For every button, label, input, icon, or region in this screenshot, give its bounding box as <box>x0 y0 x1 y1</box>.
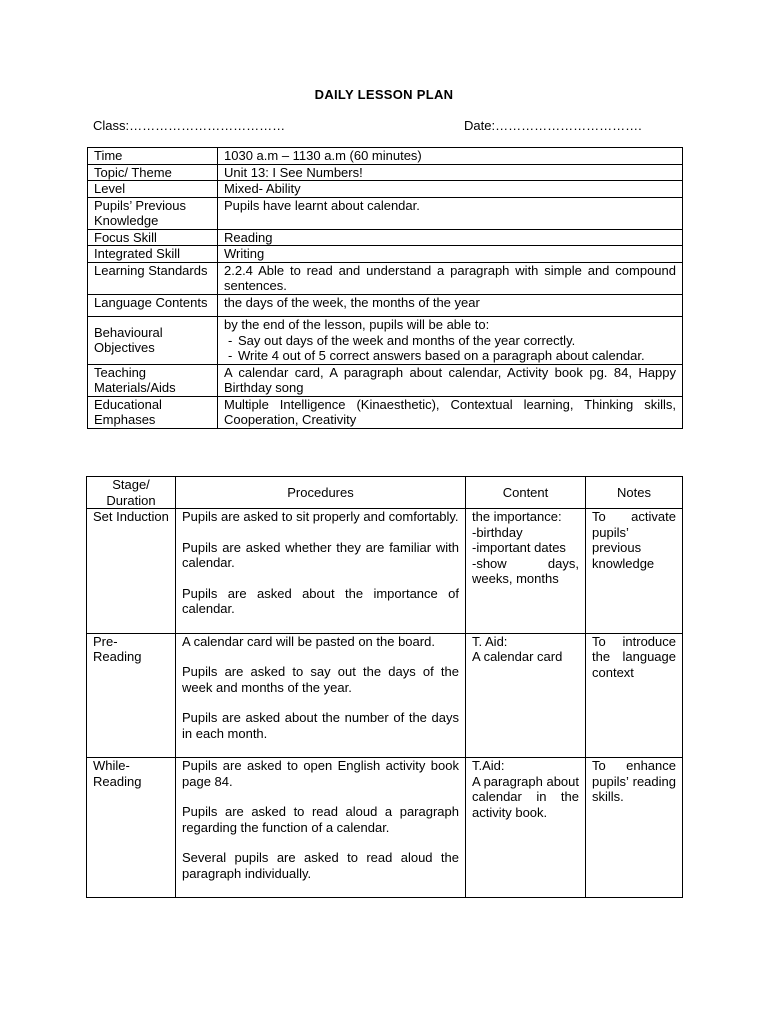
procedure-step: Pupils are asked whether they are familiar with calendar. <box>182 539 459 570</box>
procedure-step: Several pupils are asked to read aloud the paragraph individually. <box>182 850 459 881</box>
info-label: Integrated Skill <box>88 246 218 263</box>
procedure-header-row <box>87 477 683 509</box>
objective-item: - Say out days of the week and months of the year correctly. <box>224 333 676 349</box>
content-line: A calendar card <box>472 649 563 664</box>
procedures-cell <box>176 758 466 898</box>
content-line: A paragraph about calendar in the activity book. <box>472 773 579 820</box>
info-row-educational-emphases <box>88 396 683 428</box>
info-label: Teaching Materials/Aids <box>88 364 218 396</box>
objective-item: - Write 4 out of 5 correct answers based on a paragraph about calendar. <box>224 348 676 364</box>
content-line: the importance: <box>472 509 562 524</box>
info-label: Learning Standards <box>88 262 218 294</box>
header-content: Content <box>466 477 586 509</box>
stage-cell: Pre- Reading <box>87 633 176 758</box>
info-row-teaching-materials <box>88 364 683 396</box>
procedure-row-pre-reading <box>87 633 683 758</box>
procedure-step: Pupils are asked to sit properly and comfortably. <box>182 509 459 524</box>
procedure-table <box>86 476 683 898</box>
info-label: Behavioural Objectives <box>88 317 218 365</box>
content-cell <box>466 633 586 758</box>
procedure-step: A calendar card will be pasted on the board. <box>182 633 435 649</box>
info-row-time <box>88 148 683 165</box>
procedure-step: Pupils are asked about the number of the days in each month. <box>182 710 459 741</box>
info-value: Multiple Intelligence (Kinaesthetic), Contextual learning, Thinking skills, Cooperation, Creativity <box>218 396 683 428</box>
objectives-list <box>224 333 676 364</box>
info-label: Language Contents <box>88 294 218 317</box>
info-value: Reading <box>218 229 683 246</box>
procedure-row-while-reading <box>87 758 683 898</box>
content-line: -birthday <box>472 524 523 540</box>
lesson-info-table <box>87 147 683 429</box>
procedure-step: Pupils are asked about the importance of calendar. <box>182 585 459 616</box>
info-label: Time <box>88 148 218 165</box>
info-label: Level <box>88 181 218 198</box>
info-value: Writing <box>218 246 683 263</box>
content-line: -important dates <box>472 540 566 555</box>
procedure-step: Pupils are asked to read aloud a paragraph regarding the function of a calendar. <box>182 804 459 835</box>
info-row-focus-skill <box>88 229 683 246</box>
notes-cell: To enhance pupils’ reading skills. <box>586 758 683 898</box>
info-value: Mixed- Ability <box>218 181 683 198</box>
info-value: Unit 13: I See Numbers! <box>218 164 683 181</box>
info-value: 1030 a.m – 1130 a.m (60 minutes) <box>218 148 683 165</box>
info-label: Educational Emphases <box>88 396 218 428</box>
procedure-row-set-induction <box>87 509 683 634</box>
header-procedures: Procedures <box>176 477 466 509</box>
content-line: -show days, weeks, months <box>472 555 579 586</box>
objectives-intro: by the end of the lesson, pupils will be able to: <box>224 317 490 332</box>
procedure-step: Pupils are asked to say out the days of the week and months of the year. <box>182 664 459 695</box>
info-row-learning-standards <box>88 262 683 294</box>
procedures-cell <box>176 633 466 758</box>
info-value: A calendar card, A paragraph about calendar, Activity book pg. 84, Happy Birthday song <box>218 364 683 396</box>
procedure-step: Pupils are asked to open English activity book page 84. <box>182 758 459 789</box>
content-cell <box>466 509 586 634</box>
info-label: Pupils’ Previous Knowledge <box>88 197 218 229</box>
info-value <box>218 317 683 365</box>
stage-cell: Set Induction <box>87 509 176 634</box>
class-field: Class:……………………………… <box>93 118 286 133</box>
content-line: T.Aid: <box>472 758 505 773</box>
info-value: Pupils have learnt about calendar. <box>218 197 683 229</box>
notes-cell: To introduce the language context <box>586 633 683 758</box>
info-row-level <box>88 181 683 198</box>
date-field: Date:……………………………. <box>464 118 642 133</box>
info-row-previous-knowledge <box>88 197 683 229</box>
info-row-integrated-skill <box>88 246 683 263</box>
info-row-behavioural-objectives <box>88 317 683 365</box>
page-title: DAILY LESSON PLAN <box>314 87 454 102</box>
info-row-topic <box>88 164 683 181</box>
content-cell <box>466 758 586 898</box>
header-stage: Stage/ Duration <box>87 477 176 509</box>
info-value: the days of the week, the months of the year <box>218 294 683 317</box>
info-value: 2.2.4 Able to read and understand a paragraph with simple and compound sentences. <box>218 262 683 294</box>
header-notes: Notes <box>586 477 683 509</box>
content-line: T. Aid: <box>472 633 508 649</box>
procedures-cell <box>176 509 466 634</box>
info-label: Topic/ Theme <box>88 164 218 181</box>
stage-cell: While- Reading <box>87 758 176 898</box>
notes-cell: To activate pupils’ previous knowledge <box>586 509 683 634</box>
info-row-language-contents <box>88 294 683 317</box>
info-label: Focus Skill <box>88 229 218 246</box>
